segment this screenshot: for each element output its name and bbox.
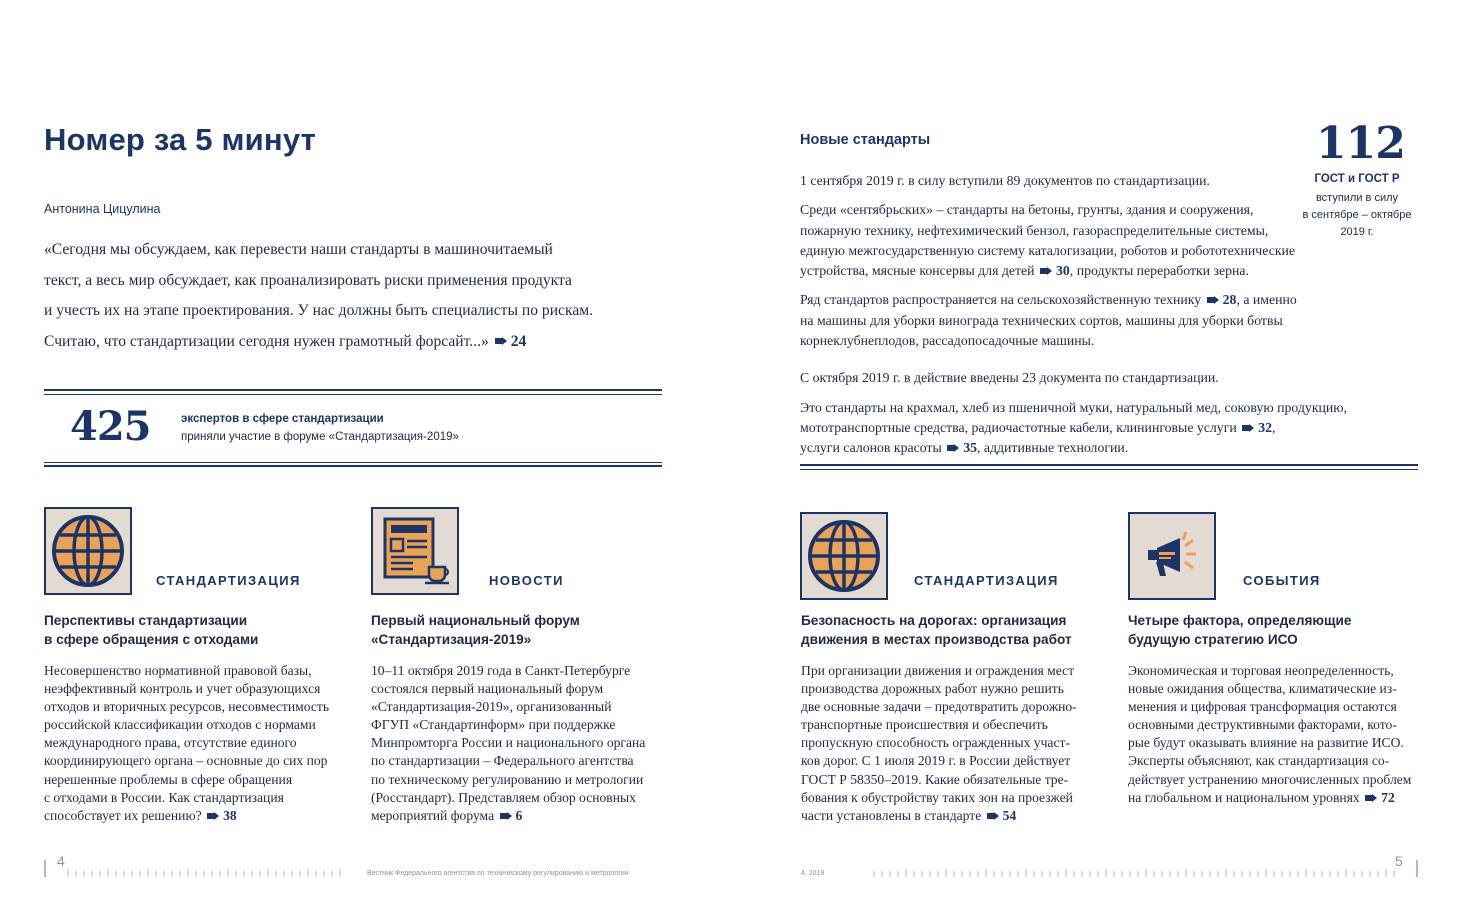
card-title[interactable]: Безопасность на дорогах: организация движения в местах производства работ: [801, 613, 1072, 647]
new-standards-text: 1 сентября 2019 г. в силу вступили 89 документов по стандартизации. Среди «сентябрьских» – стандарты на бетоны, грунты, здания и сооружения, пожарную технику, нефтехимический бензол, газораспределительные системы, единую межгосударственную систему каталогизации, роботов и робототехнические устройства, мясные консервы для детей 30, продукты переработки зерна. Ряд стандартов распространяется на сельскохозяйственную технику 28, а именно на машины для уборки винограда технических сортов, машины для уборки ботвы корнеклубнеплодов, рассадопосадочные машины. С октября 2019 г. в действие введены 23 документа по стандартизации. Это стандарты на крахмал, хлеб из пшеничной муки, натуральный мед, соковую продукцию, мототранспортные средства, радиочастотные кабели, клининговые услуги 32, услуги салонов красоты 35, аддитивные технологии.: [800, 173, 1348, 456]
page-ref-link[interactable]: 30: [1056, 263, 1070, 279]
page-ref-arrow-icon: [207, 812, 219, 820]
card-category: СТАНДАРТИЗАЦИЯ: [156, 573, 301, 588]
stat-caption-bold: экспертов в сфере стандартизации: [181, 413, 384, 425]
page-number: 4: [57, 853, 65, 869]
ruler-decoration: [870, 860, 1420, 878]
page-ref-link[interactable]: 24: [510, 332, 527, 350]
page-ref-link[interactable]: 38: [223, 807, 237, 823]
divider: [44, 394, 662, 395]
page-ref-link[interactable]: 54: [1002, 807, 1017, 823]
page-ref-link[interactable]: 6: [515, 807, 523, 823]
author: Антонина Цицулина: [44, 202, 161, 216]
journal-name: Вестник Федерального агентства по техническому регулированию и метрологии: [367, 870, 629, 877]
card-text: Экономическая и торговая неопределенность, новые ожидания общества, климатические из- менения и цифровая трансформация остаются основными деструктивными факторами, кото- рые будут оказывать влияние на развитие ИСО. Эксперты объясняют, как стандартизация со- действует устранению многочисленных проблем на глобальном и национальном уровнях 72: [1128, 663, 1412, 805]
page-ref-arrow-icon: [987, 812, 999, 820]
globe-icon: [44, 507, 132, 595]
page-ref-link[interactable]: 32: [1258, 419, 1272, 435]
divider: [44, 389, 662, 391]
quote-line: «Сегодня мы обсуждаем, как перевести наши стандарты в машиночитаемый: [44, 241, 553, 258]
divider: [44, 462, 662, 463]
page-ref-link[interactable]: 28: [1222, 292, 1237, 308]
page-ref-arrow-icon: [1207, 296, 1219, 304]
page-ref-arrow-icon: [495, 337, 507, 345]
quote-line: и учесть их на этапе проектирования. У нас должны быть специалисты по рискам.: [44, 302, 594, 319]
quote-line: Считаю, что стандартизации сегодня нужен грамотный форсайт...» 24: [44, 332, 527, 350]
page-ref-arrow-icon: [1242, 424, 1254, 432]
card-title[interactable]: Первый национальный форум «Стандартизация-2019»: [371, 613, 580, 647]
card-text: Несовершенство нормативной правовой базы, неэффективный контроль и учет образующихся отходов и вторичных ресурсов, несовместимость российской классификации отходов с нормами международного права, отсутствие единого координирующего органа – основные до сих пор нерешенные проблемы в сфере обращения с отходами в России. Как стандартизация способствует их решению? 38: [44, 663, 330, 823]
quote-line: текст, а весь мир обсуждает, как проанализировать риски применения продукта: [44, 271, 572, 289]
newspaper-icon: [371, 507, 459, 595]
divider: [800, 469, 1418, 470]
section-title: Новые стандарты: [800, 132, 931, 148]
card-title[interactable]: Четыре фактора, определяющие будущую стратегию ИСО: [1128, 613, 1352, 647]
ruler-decoration: [44, 860, 344, 878]
divider: [800, 464, 1418, 466]
page-ref-link[interactable]: 35: [963, 440, 977, 456]
sidebar-label: ГОСТ и ГОСТ Р: [1314, 173, 1400, 185]
globe-icon: [800, 512, 888, 600]
page-title: Номер за 5 минут: [44, 122, 317, 157]
megaphone-icon: [1128, 512, 1216, 600]
lead-quote: [44, 235, 674, 357]
page-ref-arrow-icon: [1040, 267, 1052, 275]
issue-number: 4, 2019: [801, 870, 825, 877]
page-ref-arrow-icon: [500, 812, 512, 820]
page-ref-link[interactable]: 72: [1381, 789, 1395, 805]
page-number: 5: [1395, 853, 1403, 869]
sidebar-number: 112: [1316, 118, 1405, 169]
stat-number: 425: [70, 403, 151, 450]
page-ref-arrow-icon: [1365, 794, 1377, 802]
card-text: При организации движения и ограждения мест производства дорожных работ нужно решить две основные задачи – предотвратить дорожно- транспортные происшествия и обеспечить пропускную способность огражденных участ- ков дорог. С 1 июля 2019 г. в России действует ГОСТ Р 58350–2019. Какие обязательные тре- бования к обустройству таких зон на проезжей части установлены в стандарте 54: [801, 663, 1077, 823]
stat-caption: приняли участие в форуме «Стандартизация-2019»: [181, 431, 459, 443]
page-ref-arrow-icon: [947, 444, 959, 452]
card-category: СОБЫТИЯ: [1243, 573, 1321, 588]
sidebar-caption: вступили в силу в сентябре – октябре 2019 г.: [1302, 192, 1412, 238]
divider: [44, 465, 662, 467]
card-title[interactable]: Перспективы стандартизации в сфере обращения с отходами: [44, 613, 259, 647]
card-text: 10–11 октября 2019 года в Санкт-Петербурге состоялся первый национальный форум «Стандартизация-2019», организованный ФГУП «Стандартинформ» при поддержке Минпромторга России и национального органа по стандартизации – Федерального агентства по техническому регулированию и метрологии (Росстандарт). Представляем обзор основных мероприятий форума 6: [371, 663, 646, 823]
card-category: СТАНДАРТИЗАЦИЯ: [914, 573, 1059, 588]
card-category: НОВОСТИ: [489, 573, 564, 588]
